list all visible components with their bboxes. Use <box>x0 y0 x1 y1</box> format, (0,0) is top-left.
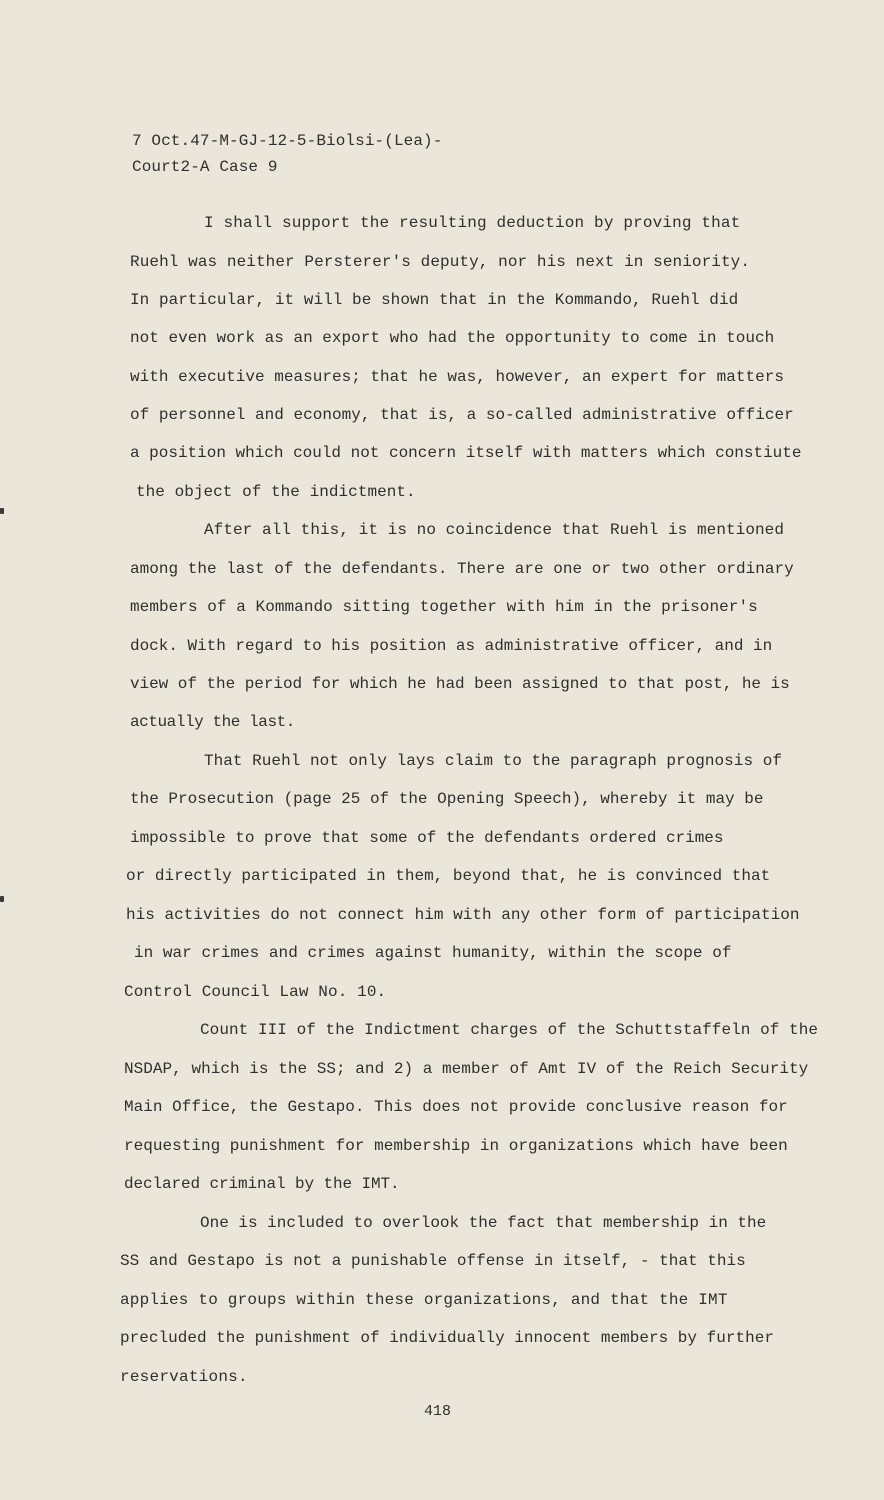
text-line: applies to groups within these organizations, and that the IMT <box>120 1291 728 1309</box>
binding-hole-mark <box>0 896 4 902</box>
text-line: members of a Kommando sitting together with him in the prisoner's <box>130 598 758 616</box>
text-line: view of the period for which he had been assigned to that post, he is <box>130 675 790 693</box>
document-header <box>132 128 442 180</box>
text-line: of personnel and economy, that is, a so-called administrative officer <box>130 406 794 424</box>
binding-hole-mark <box>0 508 4 514</box>
text-line: among the last of the defendants. There are one or two other ordinary <box>130 560 794 578</box>
text-line: the object of the indictment. <box>136 483 416 501</box>
header-court-case: Court2-A Case 9 <box>132 158 278 176</box>
text-line: in war crimes and crimes against humanity, within the scope of <box>134 944 732 962</box>
text-line: I shall support the resulting deduction by proving that <box>204 214 741 232</box>
text-line: not even work as an export who had the opportunity to come in touch <box>130 329 775 347</box>
text-line: SS and Gestapo is not a punishable offense in itself, - that this <box>120 1252 746 1270</box>
text-line: impossible to prove that some of the defendants ordered crimes <box>130 829 724 847</box>
header-reference: 7 Oct.47-M-GJ-12-5-Biolsi-(Lea)- <box>132 132 443 150</box>
text-line: dock. With regard to his position as administrative officer, and in <box>130 637 773 655</box>
text-line: Control Council Law No. 10. <box>124 983 387 1001</box>
text-line: requesting punishment for membership in organizations which have been <box>124 1137 788 1155</box>
text-line: the Prosecution (page 25 of the Opening Speech), whereby it may be <box>130 790 764 808</box>
text-line: a position which could not concern itself with matters which constiute <box>130 444 802 462</box>
text-line: actually the last. <box>130 713 295 731</box>
page-number: 418 <box>424 1403 452 1420</box>
text-line: After all this, it is no coincidence that Ruehl is mentioned <box>204 521 785 539</box>
text-line: declared criminal by the IMT. <box>124 1175 400 1193</box>
text-line: precluded the punishment of individually innocent members by further <box>120 1329 774 1347</box>
text-line: That Ruehl not only lays claim to the paragraph prognosis of <box>204 752 782 770</box>
text-line: In particular, it will be shown that in the Kommando, Ruehl did <box>130 291 739 309</box>
text-line: or directly participated in them, beyond that, he is convinced that <box>126 867 771 885</box>
text-line: One is included to overlook the fact that membership in the <box>200 1214 767 1232</box>
text-line: reservations. <box>120 1368 248 1386</box>
text-line: Count III of the Indictment charges of the Schuttstaffeln of the <box>200 1021 819 1039</box>
text-line: with executive measures; that he was, however, an expert for matters <box>130 368 784 386</box>
text-line: Ruehl was neither Persterer's deputy, nor his next in seniority. <box>130 253 751 271</box>
text-line: Main Office, the Gestapo. This does not provide conclusive reason for <box>124 1098 788 1116</box>
text-line: NSDAP, which is the SS; and 2) a member of Amt IV of the Reich Security <box>124 1060 809 1078</box>
text-line: his activities do not connect him with any other form of participation <box>126 906 800 924</box>
